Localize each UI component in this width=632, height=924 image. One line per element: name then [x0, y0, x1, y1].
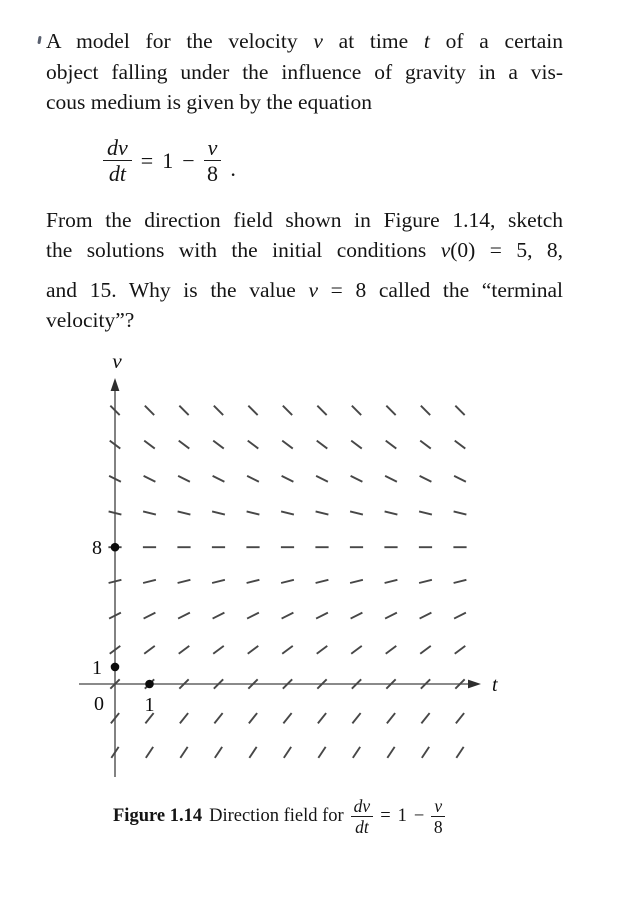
text-segment: cous medium is given by the equation [46, 90, 373, 114]
slope-mark [213, 613, 225, 619]
slope-mark [352, 713, 360, 723]
direction-field-figure [0, 352, 632, 792]
fraction-dv-dt [103, 136, 132, 186]
slope-mark [247, 511, 260, 514]
slope-mark [421, 713, 429, 723]
slope-mark [421, 406, 430, 415]
slope-mark [316, 476, 328, 482]
slope-mark [144, 476, 156, 482]
fraction-v-8 [204, 136, 222, 186]
number-one: 1 [397, 806, 407, 827]
text-line-3 [46, 87, 563, 118]
slope-mark [282, 646, 293, 654]
slope-mark [215, 747, 222, 758]
stray-mark [37, 36, 41, 44]
slope-mark [316, 613, 328, 619]
text-segment: = 8 called the “terminal [318, 278, 563, 302]
figure-caption [113, 797, 445, 836]
slope-mark [283, 713, 291, 723]
slope-mark [420, 476, 432, 482]
slope-mark [213, 441, 224, 449]
slope-mark [420, 646, 431, 654]
slope-mark [317, 441, 328, 449]
fraction-denominator: 8 [433, 817, 443, 838]
slope-mark [248, 406, 257, 415]
fraction-denominator: dt [108, 161, 126, 187]
slope-mark [351, 476, 363, 482]
slope-mark [454, 476, 466, 482]
minus-sign: − [413, 806, 425, 827]
slope-mark [351, 441, 362, 449]
slope-mark [144, 613, 156, 619]
equals-sign: = [140, 147, 154, 173]
problem-paragraph-2 [46, 206, 563, 335]
v-axis-label: v [112, 352, 122, 373]
t-axis-label: t [492, 674, 498, 696]
slope-mark [317, 646, 328, 654]
slope-mark [454, 613, 466, 619]
text-segment: (0) = 5, 8, [450, 237, 563, 262]
figure-label: Figure 1.14 [113, 806, 203, 827]
fraction-denominator: dt [355, 817, 369, 838]
text-segment: the solutions with the initial conditions [46, 237, 441, 262]
slope-mark [284, 747, 291, 758]
slope-mark [318, 747, 325, 758]
problem-paragraph-1 [46, 26, 563, 118]
slope-mark [180, 713, 188, 723]
slope-mark [248, 441, 259, 449]
slope-mark [214, 406, 223, 415]
fraction-v-8 [431, 797, 445, 836]
slope-mark [387, 747, 394, 758]
text-segment: at time [322, 29, 424, 53]
slope-mark [456, 747, 463, 758]
slope-mark [283, 406, 292, 415]
t-axis-arrowhead [468, 680, 481, 689]
slope-mark [420, 441, 431, 449]
slope-mark [143, 511, 156, 514]
slope-mark [353, 747, 360, 758]
slope-mark [212, 580, 225, 583]
slope-mark [387, 713, 395, 723]
slope-mark [385, 613, 397, 619]
slope-mark [248, 646, 259, 654]
text-segment: object falling under the influence of gravity in a vis- [46, 59, 563, 84]
text-line-3 [46, 276, 563, 306]
slope-mark [385, 580, 398, 583]
slope-mark [179, 441, 190, 449]
fraction-denominator: 8 [206, 161, 218, 187]
fraction-numerator: dv [351, 797, 374, 817]
slope-mark [419, 511, 432, 514]
slope-mark [213, 646, 224, 654]
axis-tick-label: 1 [92, 656, 102, 679]
slope-mark [456, 713, 464, 723]
slope-mark [352, 406, 361, 415]
math-var-v: v [308, 278, 319, 302]
slope-mark [455, 441, 466, 449]
text-segment: of a certain [429, 29, 564, 53]
text-line-2 [46, 236, 563, 266]
slope-mark [213, 476, 225, 482]
slope-mark [179, 646, 190, 654]
slope-mark [178, 511, 191, 514]
text-segment: velocity”? [46, 307, 135, 332]
math-var-t: t [423, 29, 430, 53]
slope-mark [385, 511, 398, 514]
text-line-4 [46, 306, 563, 336]
slope-mark [281, 580, 294, 583]
slope-mark [385, 476, 397, 482]
slope-mark [281, 511, 294, 514]
origin-label: 0 [94, 693, 104, 715]
slope-mark [143, 580, 156, 583]
text-line-1 [46, 206, 563, 236]
equation-period: . [230, 155, 236, 181]
main-equation [103, 136, 236, 186]
slope-mark [317, 406, 326, 415]
slope-mark [386, 406, 395, 415]
slope-mark [351, 613, 363, 619]
axis-dot [111, 663, 120, 672]
fraction-dv-dt [351, 797, 374, 836]
slope-mark [178, 613, 190, 619]
math-var-v: v [440, 237, 451, 262]
slope-mark [454, 511, 467, 514]
slope-mark [386, 441, 397, 449]
slope-mark [212, 511, 225, 514]
text-segment: and 15. Why is the value [46, 278, 309, 302]
slope-mark [419, 580, 432, 583]
slope-mark [247, 476, 259, 482]
v-axis-arrowhead [111, 378, 120, 391]
slope-mark [351, 646, 362, 654]
axis-tick-label: 8 [92, 537, 102, 560]
fraction-numerator: v [431, 797, 445, 817]
slope-mark [282, 476, 294, 482]
slope-mark [316, 580, 329, 583]
slope-mark [247, 613, 259, 619]
equilibrium-dot [111, 543, 120, 552]
slope-mark [454, 580, 467, 583]
axis-tick-label: 1 [144, 694, 155, 716]
slope-mark [249, 747, 256, 758]
slope-mark [178, 476, 190, 482]
slope-mark [318, 713, 326, 723]
text-segment: From the direction field shown in Figure 1.14, sketch [46, 208, 563, 232]
slope-mark [455, 646, 466, 654]
fraction-numerator: v [204, 136, 222, 161]
slope-mark [350, 580, 363, 583]
slope-mark [455, 406, 464, 415]
slope-mark [144, 441, 155, 449]
slope-mark [282, 441, 293, 449]
text-segment: A model for the velocity [46, 29, 314, 53]
minus-sign: − [182, 147, 195, 173]
slope-mark [422, 747, 429, 758]
slope-mark [180, 747, 187, 758]
text-line-1 [46, 26, 563, 57]
slope-mark [178, 580, 191, 583]
slope-mark [179, 406, 188, 415]
axis-dot [145, 680, 154, 689]
slope-mark [146, 747, 153, 758]
slope-mark [247, 580, 260, 583]
slope-mark [249, 713, 257, 723]
slope-mark [145, 406, 154, 415]
math-var-v: v [313, 29, 323, 53]
slope-mark [144, 646, 155, 654]
slope-mark [350, 511, 363, 514]
slope-mark [386, 646, 397, 654]
slope-mark [316, 511, 329, 514]
slope-mark [282, 613, 294, 619]
caption-text: Direction field for [209, 806, 344, 827]
equals-sign: = [380, 806, 391, 827]
number-one: 1 [162, 147, 174, 173]
direction-field-plot [0, 352, 632, 792]
slope-mark [214, 713, 222, 723]
fraction-numerator: dv [103, 136, 132, 161]
text-line-2 [46, 57, 563, 88]
slope-mark [420, 613, 432, 619]
